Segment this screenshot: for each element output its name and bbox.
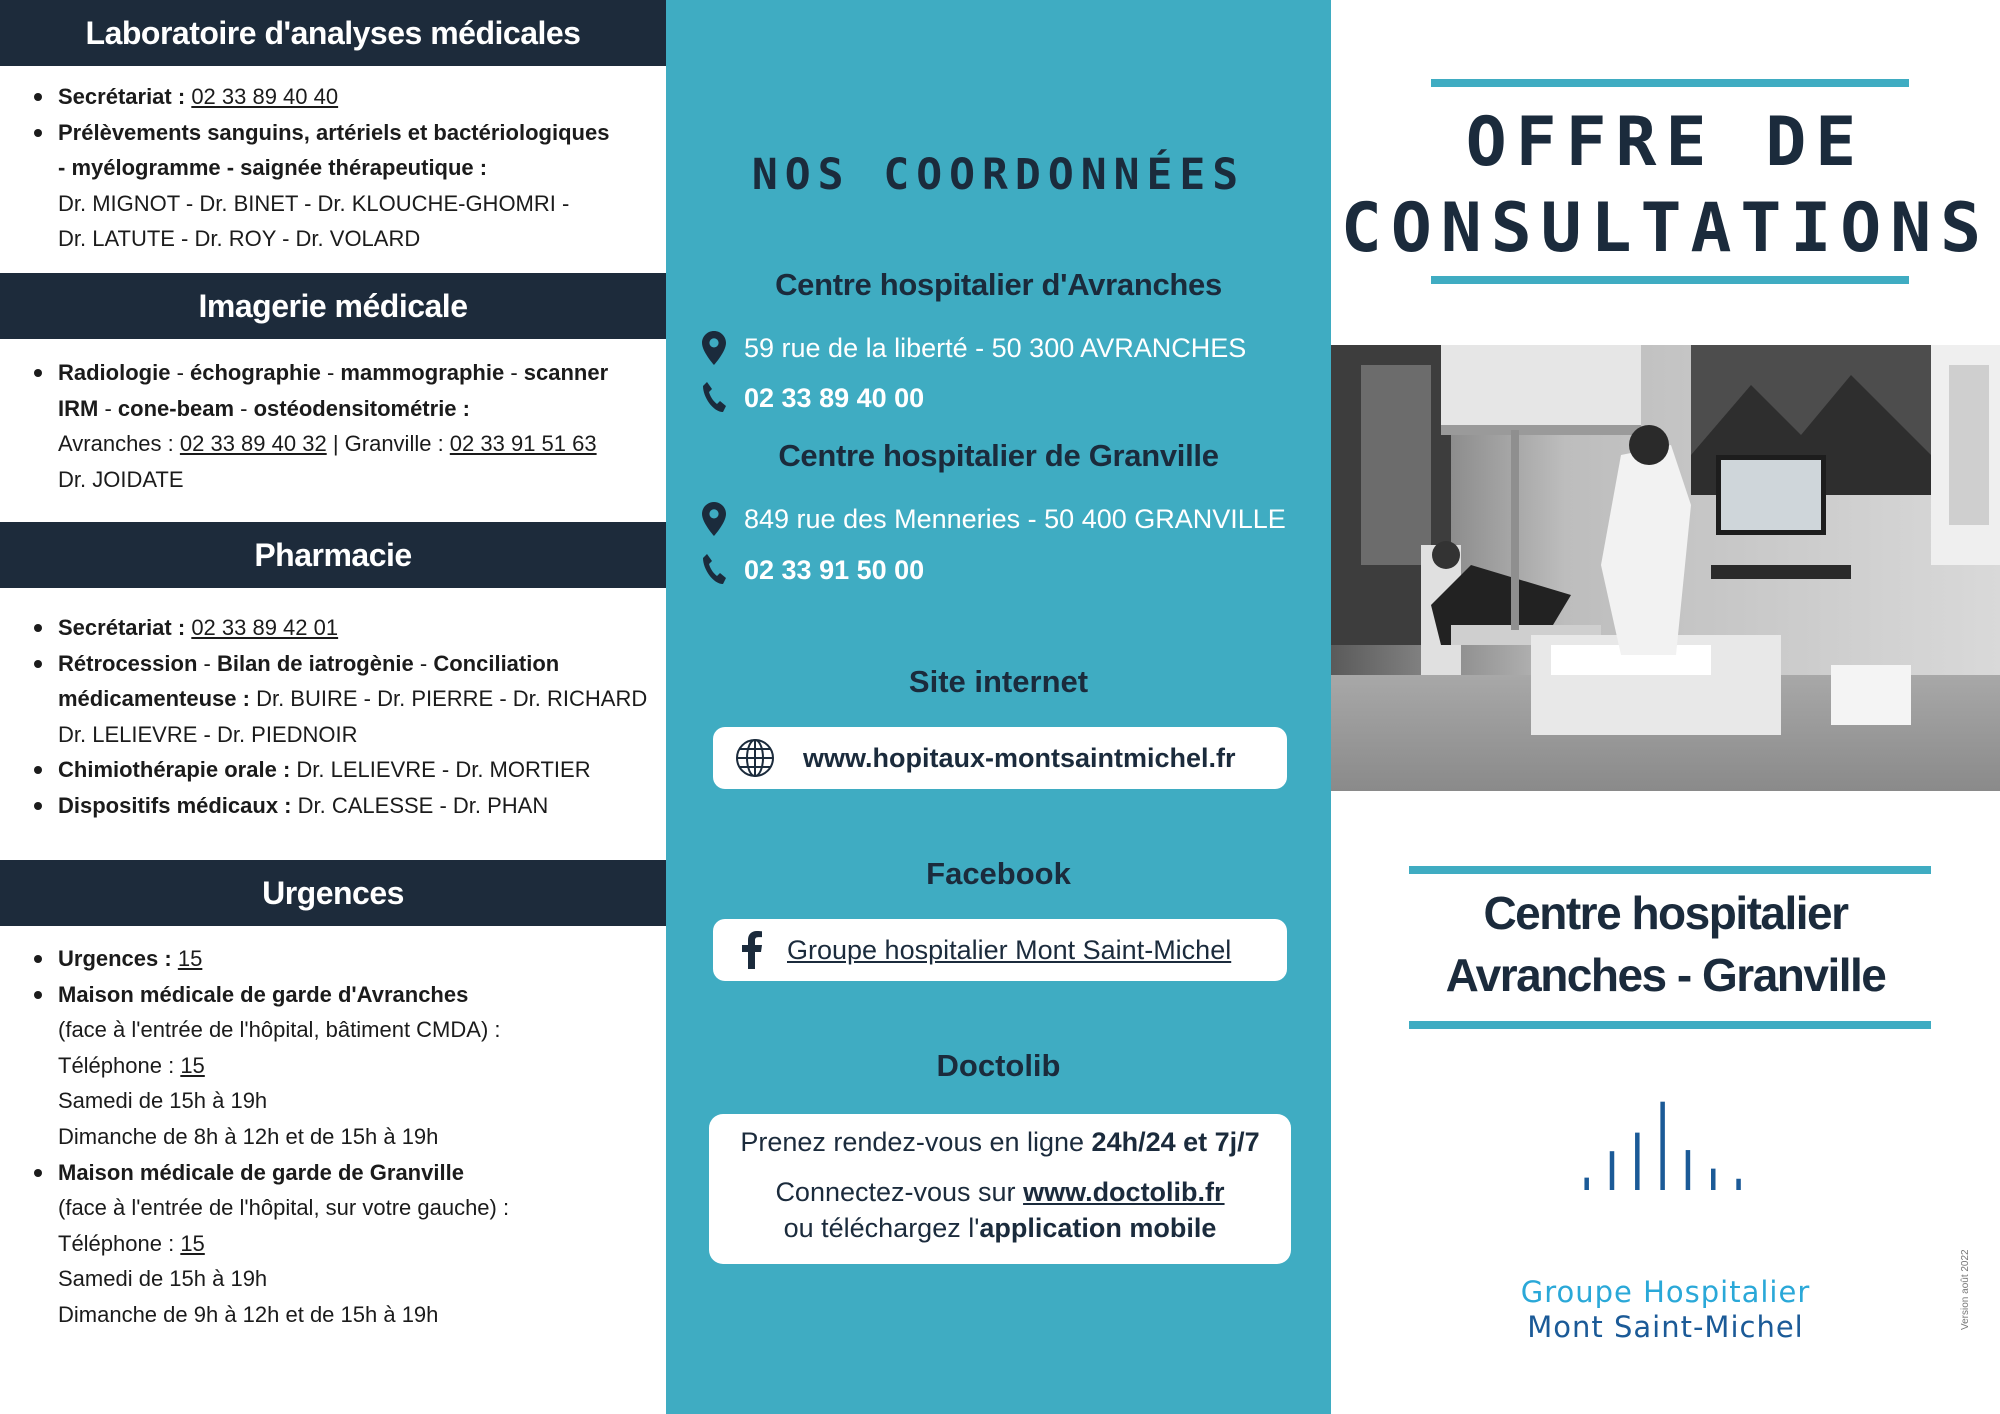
lab-doctors-2: Dr. LATUTE - Dr. ROY - Dr. VOLARD [58, 226, 421, 252]
lab-secretariat-phone[interactable]: 02 33 89 40 40 [191, 84, 339, 109]
website-box[interactable] [713, 727, 1287, 789]
imaging-echographie: échographie [190, 360, 321, 385]
imaging-scanner: scanner [523, 360, 609, 385]
doctolib-line3-b: application mobile [979, 1213, 1217, 1243]
coordinates-title: NOS COORDONNÉES [751, 150, 1246, 200]
imaging-mammographie: mammographie [340, 360, 505, 385]
avranches-address: 59 rue de la liberté - 50 300 AVRANCHES [744, 332, 1247, 363]
lab-doctors-1: Dr. MIGNOT - Dr. BINET - Dr. KLOUCHE-GHOMRI - [58, 190, 570, 216]
doctolib-line1-a: Prenez rendez-vous en ligne [740, 1127, 1092, 1157]
globe-icon [735, 738, 775, 778]
avranches-phone-row [700, 380, 924, 416]
pharmacy-dispositifs-label: Dispositifs médicaux : [58, 792, 292, 818]
sep: - [98, 395, 118, 421]
pharmacy-section-header [0, 522, 666, 588]
mmg-granville-location: (face à l'entrée de l'hôpital, sur votre gauche) : [58, 1195, 510, 1221]
lab-prelevements-item [58, 115, 658, 257]
mmg-granville-saturday: Samedi de 15h à 19h [58, 1266, 268, 1292]
imaging-phones [58, 426, 658, 462]
phone-label: Téléphone : [58, 1052, 181, 1078]
pharmacy-iatrogenie: Bilan de iatrogènie [216, 650, 414, 676]
pharmacy-retro-doctors-2: Dr. LELIEVRE - Dr. PIEDNOIR [58, 721, 358, 747]
logo-line-2: Mont Saint-Michel [1527, 1310, 1804, 1344]
website-url[interactable]: www.hopitaux-montsaintmichel.fr [803, 742, 1236, 773]
website-title: Site internet [908, 664, 1089, 699]
pharmacy-conciliation: Conciliation [433, 650, 560, 676]
phone-number[interactable]: 15 [180, 1230, 205, 1256]
pharmacy-title: Pharmacie [254, 536, 412, 573]
title-top-rule [1431, 79, 1909, 87]
imaging-avranches-phone[interactable]: 02 33 89 40 32 [179, 431, 327, 457]
imaging-section-body [0, 355, 666, 497]
pharmacy-retro-item [58, 646, 658, 753]
left-panel [0, 0, 666, 1414]
offer-title [1331, 100, 2000, 272]
hospital-center-line-2: Avranches - Granville [1445, 949, 1886, 1001]
pharmacy-dispositifs-doctors: Dr. CALESSE - Dr. PHAN [291, 792, 549, 818]
granville-address: 849 rue des Menneries - 50 400 GRANVILLE [744, 503, 1286, 534]
phone-icon [700, 552, 728, 588]
pharmacy-chimio-label: Chimiothérapie orale : [58, 757, 291, 783]
avranches-address-row [700, 330, 1246, 366]
urgences-section-header [0, 860, 666, 926]
offer-title-line-1: OFFRE DE [1465, 103, 1866, 182]
lab-secretariat-label: Secrétariat : [58, 84, 186, 109]
imaging-line-1 [58, 355, 658, 391]
phone-label: Téléphone : [58, 1230, 181, 1256]
doctolib-line-1 [709, 1124, 1291, 1160]
avranches-phone[interactable]: 02 33 89 40 00 [744, 382, 925, 413]
version-note: Version août 2022 [1960, 1249, 1971, 1330]
imaging-doctor: Dr. JOIDATE [58, 466, 184, 492]
pharmacy-retro-line-2 [58, 681, 658, 717]
urgences-number-item [58, 941, 658, 977]
granville-phone-row [700, 552, 924, 588]
pharmacy-secretariat-phone[interactable]: 02 33 89 42 01 [191, 615, 339, 640]
granville-hospital-name: Centre hospitalier de Granville [778, 438, 1219, 473]
imaging-line-2 [58, 391, 658, 427]
pharmacy-section-body [0, 610, 666, 824]
doctolib-line-2 [709, 1174, 1291, 1210]
pharmacy-chimio-item [58, 752, 658, 788]
lab-prelev-label-2: - myélogramme - saignée thérapeutique : [58, 155, 488, 181]
mmg-granville-phone [58, 1226, 658, 1262]
hospital-center-line-1: Centre hospitalier [1483, 887, 1848, 939]
doctolib-line-3 [709, 1210, 1291, 1246]
mmg-avranches-saturday: Samedi de 15h à 19h [58, 1088, 268, 1114]
location-pin-icon [700, 330, 728, 366]
imaging-irm: IRM [58, 395, 99, 421]
avranches-hospital-name: Centre hospitalier d'Avranches [775, 267, 1222, 302]
facebook-icon [741, 931, 763, 969]
sep: - [170, 360, 191, 385]
imaging-granville-label: | Granville : [326, 431, 450, 457]
pharmacy-retrocession: Rétrocession [58, 650, 198, 676]
sep: - [320, 360, 341, 385]
facebook-page-link[interactable]: Groupe hospitalier Mont Saint-Michel [787, 934, 1232, 965]
clinic-photo [1331, 345, 2000, 791]
ch-top-rule [1409, 866, 1931, 874]
granville-phone[interactable]: 02 33 91 50 00 [744, 554, 925, 585]
urgences-number[interactable]: 15 [177, 946, 203, 971]
doctolib-line1-b: 24h/24 et 7j/7 [1091, 1127, 1260, 1157]
lab-secretariat-item [58, 79, 658, 115]
pharmacy-retro-doctors-1: Dr. BUIRE - Dr. PIERRE - Dr. RICHARD [249, 686, 648, 712]
mmg-avranches-location: (face à l'entrée de l'hôpital, bâtiment CMDA) : [58, 1017, 501, 1043]
facebook-title: Facebook [926, 856, 1071, 891]
urgences-section-body [0, 941, 666, 1333]
imaging-radiologie: Radiologie [58, 360, 171, 385]
hospital-center-title [1331, 882, 2000, 1006]
granville-address-row [700, 501, 1286, 537]
lab-title: Laboratoire d'analyses médicales [85, 14, 581, 51]
imaging-section-header [0, 273, 666, 339]
imaging-avranches-label: Avranches : [58, 431, 180, 457]
mmg-avranches-phone [58, 1048, 658, 1084]
imaging-title: Imagerie médicale [198, 287, 468, 324]
urgences-title: Urgences [262, 874, 404, 911]
doctolib-title: Doctolib [936, 1048, 1061, 1083]
pharmacy-secretariat-item [58, 610, 658, 646]
lab-section-body [0, 79, 666, 257]
sep: - [197, 650, 217, 676]
imaging-item [58, 355, 658, 497]
logo-line-1: Groupe Hospitalier [1520, 1275, 1811, 1309]
mmg-avranches-sunday: Dimanche de 8h à 12h et de 15h à 19h [58, 1123, 439, 1149]
imaging-osteodensitometrie: ostéodensitométrie : [253, 395, 470, 421]
sep: - [504, 360, 524, 385]
mmg-avranches-title: Maison médicale de garde d'Avranches [58, 981, 469, 1007]
doctolib-line2-a: Connectez-vous sur [775, 1177, 1024, 1207]
doctolib-line3-a: ou téléchargez l' [783, 1213, 980, 1243]
sep: - [234, 395, 254, 421]
location-pin-icon [700, 501, 728, 537]
doctolib-box [709, 1114, 1291, 1264]
title-bottom-rule [1431, 276, 1909, 284]
ch-bottom-rule [1409, 1021, 1931, 1029]
middle-panel [666, 0, 1331, 1414]
mmg-avranches-item [58, 977, 658, 1155]
sep: - [413, 650, 434, 676]
imaging-granville-phone[interactable]: 02 33 91 51 63 [449, 431, 597, 457]
pharmacy-medicamenteuse: médicamenteuse : [58, 686, 250, 712]
offer-title-line-2: CONSULTATIONS [1340, 189, 1991, 268]
groupe-hospitalier-logo-icon [1521, 1100, 1811, 1190]
pharmacy-dispositifs-item [58, 788, 658, 824]
lab-section-header [0, 0, 666, 66]
phone-number[interactable]: 15 [180, 1052, 205, 1078]
doctolib-link[interactable]: www.doctolib.fr [1023, 1177, 1225, 1207]
mmg-granville-title: Maison médicale de garde de Granville [58, 1159, 464, 1185]
facebook-box[interactable] [713, 919, 1287, 981]
pharmacy-chimio-doctors: Dr. LELIEVRE - Dr. MORTIER [290, 757, 591, 783]
lab-prelev-label-1: Prélèvements sanguins, artériels et bactériologiques [58, 119, 610, 145]
mmg-granville-sunday: Dimanche de 9h à 12h et de 15h à 19h [58, 1301, 439, 1327]
phone-icon [700, 380, 728, 416]
right-panel [1331, 0, 2000, 1414]
urgences-label: Urgences : [58, 946, 172, 971]
mmg-granville-item [58, 1155, 658, 1333]
imaging-cone-beam: cone-beam [117, 395, 235, 421]
pharmacy-secretariat-label: Secrétariat : [58, 615, 186, 640]
pharmacy-retro-line-1 [58, 646, 658, 682]
